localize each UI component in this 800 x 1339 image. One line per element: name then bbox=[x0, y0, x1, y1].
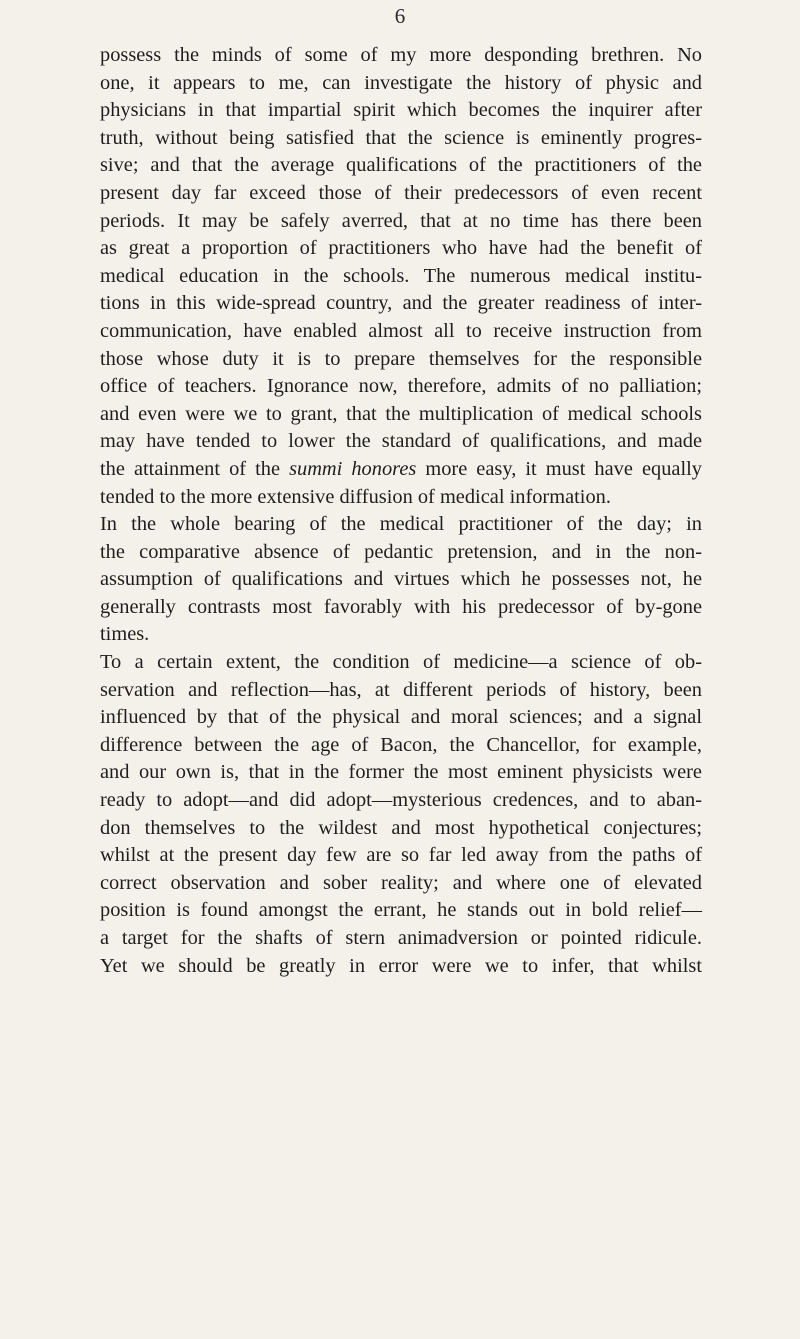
text-line: present day far exceed those of their predecessors of even recent bbox=[100, 181, 702, 204]
text-line: assumption of qualifications and virtues which he possesses not, he bbox=[100, 568, 702, 591]
text-line: truth, without being satisfied that the science is eminently progres- bbox=[100, 126, 702, 149]
text-line: position is found amongst the errant, he stands out in bold relief— bbox=[100, 899, 702, 922]
body-text bbox=[100, 42, 702, 980]
text-line: medical education in the schools. The numerous medical institu- bbox=[100, 264, 702, 287]
text-line: and even were we to grant, that the multiplication of medical schools bbox=[100, 402, 702, 425]
italic-phrase: summi honores bbox=[289, 457, 417, 480]
page-number: 6 bbox=[394, 4, 406, 28]
text-line: correct observation and sober reality; and where one of elevated bbox=[100, 871, 702, 894]
text-line: may have tended to lower the standard of qualifications, and made bbox=[100, 430, 702, 453]
text-line: In the whole bearing of the medical practitioner of the day; in bbox=[100, 513, 702, 536]
text-line: and our own is, that in the former the most eminent physicists were bbox=[100, 761, 702, 784]
text-line: influenced by that of the physical and moral sciences; and a signal bbox=[100, 706, 702, 729]
text-line: those whose duty it is to prepare themselves for the responsible bbox=[100, 347, 702, 370]
text-line: To a certain extent, the condition of medicine—a science of ob- bbox=[100, 651, 702, 674]
text-line: generally contrasts most favorably with his predecessor of by-gone bbox=[100, 595, 702, 618]
text-line: sive; and that the average qualifications of the practitioners of the bbox=[100, 154, 702, 177]
text-line-with-italic bbox=[100, 456, 702, 484]
text-line: times. bbox=[100, 623, 150, 646]
text-line: difference between the age of Bacon, the Chancellor, for example, bbox=[100, 733, 702, 756]
text-line: office of teachers. Ignorance now, therefore, admits of no palliation; bbox=[100, 375, 702, 398]
text-line: Yet we should be greatly in error were we to infer, that whilst bbox=[100, 954, 702, 977]
text-line: ready to adopt—and did adopt—mysterious credences, and to aban- bbox=[100, 789, 702, 812]
text-segment: the attainment of the bbox=[100, 457, 281, 480]
text-line: servation and reflection—has, at different periods of history, been bbox=[100, 678, 702, 701]
text-line: whilst at the present day few are so far led away from the paths of bbox=[100, 844, 702, 867]
text-line: tions in this wide-spread country, and the greater readiness of inter- bbox=[100, 292, 702, 315]
text-line: the comparative absence of pedantic pretension, and in the non- bbox=[100, 540, 702, 563]
text-line: don themselves to the wildest and most hypothetical conjectures; bbox=[100, 816, 702, 839]
text-line: physicians in that impartial spirit which becomes the inquirer after bbox=[100, 99, 702, 122]
text-segment: more easy, it must have equally bbox=[425, 457, 702, 480]
text-line: a target for the shafts of stern animadversion or pointed ridicule. bbox=[100, 927, 702, 949]
text-line: tended to the more extensive diffusion of medical information. bbox=[100, 485, 611, 508]
text-line: one, it appears to me, can investigate the history of physic and bbox=[100, 71, 702, 94]
text-line: as great a proportion of practitioners who have had the benefit of bbox=[100, 237, 702, 260]
text-line: periods. It may be safely averred, that at no time has there been bbox=[100, 209, 702, 232]
text-line: communication, have enabled almost all to receive instruction from bbox=[100, 319, 702, 342]
text-line: possess the minds of some of my more desponding brethren. No bbox=[100, 44, 702, 66]
